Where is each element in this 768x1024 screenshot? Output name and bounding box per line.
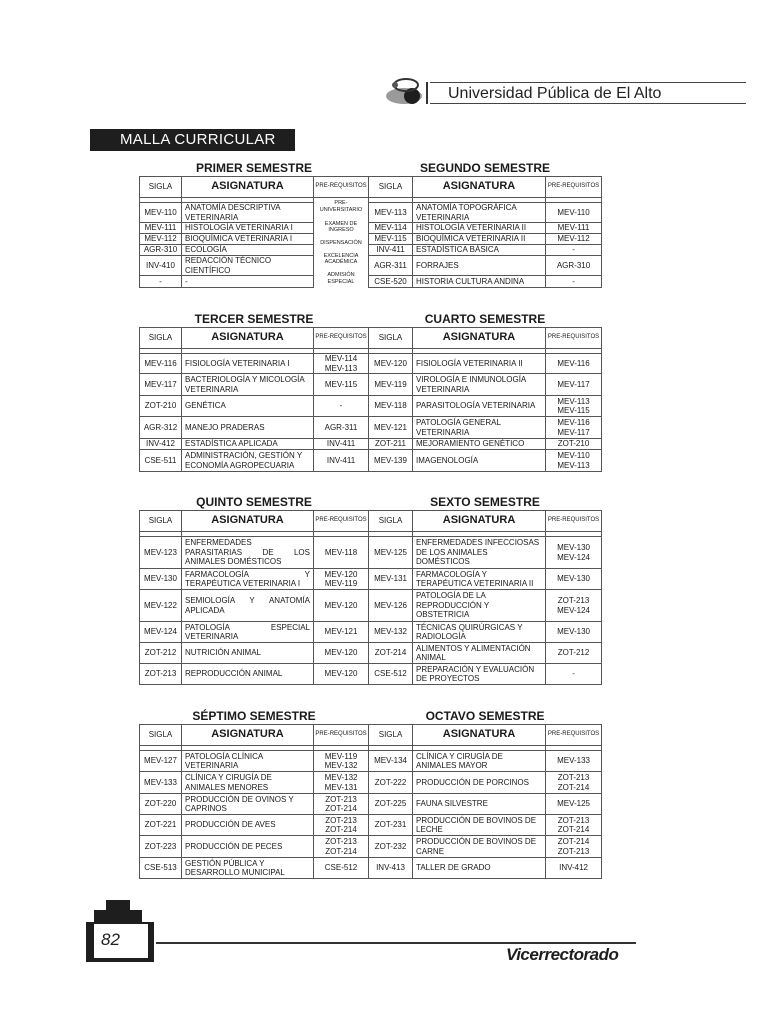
course-code: ZOT-232 xyxy=(369,836,413,858)
course-prereq: AGR-311 xyxy=(314,417,369,439)
footer-rule xyxy=(156,942,636,944)
col-prerequisitos: PRE-REQUISITOS xyxy=(314,177,369,198)
table-row xyxy=(140,858,602,879)
course-prereq: MEV-120 xyxy=(314,664,369,685)
header-rule xyxy=(430,82,746,83)
course-prereq: MEV-116 MEV-117 xyxy=(546,417,602,439)
course-name: SEMIOLOGÍA Y ANATOMÍA APLICADA xyxy=(182,590,314,622)
course-code: CSE-520 xyxy=(369,276,413,288)
col-asignatura: ASIGNATURA xyxy=(182,177,314,198)
course-name: PRODUCCIÓN DE AVES xyxy=(182,815,314,836)
course-name: ANATOMÍA TOPOGRÁFICA VETERINARIA xyxy=(413,203,546,223)
course-code: MEV-131 xyxy=(369,569,413,590)
course-prereq: MEV-132 MEV-131 xyxy=(314,772,369,794)
course-code: MEV-115 xyxy=(369,234,413,245)
page-number: 82 xyxy=(101,930,120,949)
table-row xyxy=(140,450,602,472)
course-name: ENFERMEDADES INFECCIOSAS DE LOS ANIMALES DOMÉSTICOS xyxy=(413,537,546,569)
course-code: MEV-113 xyxy=(369,203,413,223)
course-prereq: ZOT-213 ZOT-214 xyxy=(546,815,602,836)
col-prerequisitos: PRE-REQUISITOS xyxy=(314,328,369,349)
course-prereq: MEV-119 MEV-132 xyxy=(314,751,369,772)
course-prereq: ZOT-210 xyxy=(546,439,602,450)
course-prereq: MEV-113 MEV-115 xyxy=(546,396,602,417)
course-code: CSE-512 xyxy=(369,664,413,685)
course-code: ZOT-214 xyxy=(369,643,413,664)
course-name: NUTRICIÓN ANIMAL xyxy=(182,643,314,664)
vicerrectorado-logo: Vicerrectorado xyxy=(506,945,619,964)
course-code: MEV-119 xyxy=(369,374,413,396)
course-code: MEV-111 xyxy=(140,223,182,234)
course-prereq: - xyxy=(546,276,602,288)
course-name: MEJORAMIENTO GENÉTICO xyxy=(413,439,546,450)
course-code: MEV-130 xyxy=(140,569,182,590)
course-prereq: MEV-120 xyxy=(314,643,369,664)
table-row xyxy=(140,203,602,223)
course-prereq: ZOT-212 xyxy=(546,643,602,664)
course-prereq: MEV-118 xyxy=(314,537,369,569)
course-prereq: MEV-120 MEV-119 xyxy=(314,569,369,590)
course-code: INV-410 xyxy=(140,256,182,276)
col-prerequisitos: PRE-REQUISITOS xyxy=(546,177,602,198)
table-row xyxy=(140,276,602,288)
course-name: FORRAJES xyxy=(413,256,546,276)
course-code: MEV-116 xyxy=(140,354,182,374)
course-code: ZOT-231 xyxy=(369,815,413,836)
course-code: ZOT-225 xyxy=(369,794,413,815)
header-rule xyxy=(430,103,746,104)
col-prerequisitos: PRE-REQUISITOS xyxy=(546,725,602,746)
course-code: MEV-118 xyxy=(369,396,413,417)
course-name: HISTOLOGÍA VETERINARIA I xyxy=(182,223,314,234)
course-code: MEV-125 xyxy=(369,537,413,569)
table-row xyxy=(140,234,602,245)
course-name: PRODUCCIÓN DE PECES xyxy=(182,836,314,858)
course-name: ECOLOGÍA xyxy=(182,245,314,256)
course-code: MEV-120 xyxy=(369,354,413,374)
course-code: MEV-117 xyxy=(140,374,182,396)
course-code: MEV-122 xyxy=(140,590,182,622)
course-code: INV-413 xyxy=(369,858,413,879)
col-asignatura: ASIGNATURA xyxy=(413,328,546,349)
admission-note: EXAMEN DE INGRESO xyxy=(324,220,358,233)
course-code: MEV-110 xyxy=(140,203,182,223)
course-code: - xyxy=(140,276,182,288)
course-name: BACTERIOLOGÍA Y MICOLOGÍA VETERINARIA xyxy=(182,374,314,396)
course-name: HISTOLOGÍA VETERINARIA II xyxy=(413,223,546,234)
course-prereq: MEV-112 xyxy=(546,234,602,245)
course-name: GESTIÓN PÚBLICA Y DESARROLLO MUNICIPAL xyxy=(182,858,314,879)
course-prereq: MEV-130 xyxy=(546,622,602,643)
table-row xyxy=(140,772,602,794)
semester-table-1-2 xyxy=(139,159,602,288)
course-code: ZOT-220 xyxy=(140,794,182,815)
table-row xyxy=(140,417,602,439)
course-prereq: MEV-115 xyxy=(314,374,369,396)
course-code: MEV-124 xyxy=(140,622,182,643)
semester-title: SEGUNDO SEMESTRE xyxy=(369,159,602,177)
table-row xyxy=(140,396,602,417)
course-name: ESTADÍSTICA APLICADA xyxy=(182,439,314,450)
course-name: HISTORIA CULTURA ANDINA xyxy=(413,276,546,288)
course-name: ANATOMÍA DESCRIPTIVA VETERINARIA xyxy=(182,203,314,223)
semester-title: PRIMER SEMESTRE xyxy=(140,159,369,177)
course-name: ADMINISTRACIÓN, GESTIÓN Y ECONOMÍA AGROPECUARIA xyxy=(182,450,314,472)
course-prereq: MEV-117 xyxy=(546,374,602,396)
semester-title: TERCER SEMESTRE xyxy=(140,310,369,328)
course-prereq: MEV-110 xyxy=(546,203,602,223)
course-code: ZOT-210 xyxy=(140,396,182,417)
course-code: INV-412 xyxy=(140,439,182,450)
admission-note: EXCELENCIA ACADÉMICA xyxy=(323,252,359,265)
table-row xyxy=(140,374,602,396)
course-code: MEV-133 xyxy=(140,772,182,794)
course-prereq: - xyxy=(314,396,369,417)
table-row xyxy=(140,537,602,569)
course-prereq: ZOT-213 ZOT-214 xyxy=(314,794,369,815)
course-code: MEV-134 xyxy=(369,751,413,772)
course-name: MANEJO PRADERAS xyxy=(182,417,314,439)
course-name: ALIMENTOS Y ALIMENTACIÓN ANIMAL xyxy=(413,643,546,664)
course-name: GENÉTICA xyxy=(182,396,314,417)
col-prerequisitos: PRE-REQUISITOS xyxy=(314,511,369,532)
semester-title: QUINTO SEMESTRE xyxy=(140,493,369,511)
semester-title: CUARTO SEMESTRE xyxy=(369,310,602,328)
course-prereq: ZOT-214 ZOT-213 xyxy=(546,836,602,858)
course-code: AGR-310 xyxy=(140,245,182,256)
table-row xyxy=(140,439,602,450)
course-prereq: MEV-120 xyxy=(314,590,369,622)
course-code: MEV-126 xyxy=(369,590,413,622)
col-asignatura: ASIGNATURA xyxy=(413,511,546,532)
course-code: MEV-127 xyxy=(140,751,182,772)
semester-table-5-6 xyxy=(139,493,602,685)
course-name: PATOLOGÍA GENERAL VETERINARIA xyxy=(413,417,546,439)
course-prereq: MEV-133 xyxy=(546,751,602,772)
course-prereq: MEV-110 MEV-113 xyxy=(546,450,602,472)
section-label: MALLA CURRICULAR xyxy=(90,129,295,151)
course-code: CSE-511 xyxy=(140,450,182,472)
table-row xyxy=(140,643,602,664)
course-name: REDACCIÓN TÉCNICO CIENTÍFICO xyxy=(182,256,314,276)
table-row xyxy=(140,590,602,622)
col-sigla: SIGLA xyxy=(369,177,413,198)
course-name: ESTADÍSTICA BÁSICA xyxy=(413,245,546,256)
course-name: TALLER DE GRADO xyxy=(413,858,546,879)
table-row xyxy=(140,223,602,234)
course-code: AGR-312 xyxy=(140,417,182,439)
course-prereq: MEV-111 xyxy=(546,223,602,234)
course-name: PRODUCCIÓN DE OVINOS Y CAPRINOS xyxy=(182,794,314,815)
col-sigla: SIGLA xyxy=(369,725,413,746)
col-asignatura: ASIGNATURA xyxy=(413,177,546,198)
admission-note: DISPENSACIÓN xyxy=(320,239,362,246)
course-name: CLÍNICA Y CIRUGÍA DE ANIMALES MENORES xyxy=(182,772,314,794)
course-name: BIOQUÍMICA VETERINARIA II xyxy=(413,234,546,245)
course-code: ZOT-222 xyxy=(369,772,413,794)
university-logo-icon xyxy=(382,74,432,108)
col-sigla: SIGLA xyxy=(140,725,182,746)
course-name: FAUNA SILVESTRE xyxy=(413,794,546,815)
course-code: CSE-513 xyxy=(140,858,182,879)
course-name: TÉCNICAS QUIRÚRGICAS Y RADIOLOGÍA xyxy=(413,622,546,643)
semester-table-3-4 xyxy=(139,310,602,472)
course-name: REPRODUCCIÓN ANIMAL xyxy=(182,664,314,685)
course-name: FARMACOLOGÍA Y TERAPÉUTICA VETERINARIA I xyxy=(182,569,314,590)
header-divider xyxy=(426,82,428,104)
course-code: ZOT-223 xyxy=(140,836,182,858)
col-sigla: SIGLA xyxy=(140,511,182,532)
col-prerequisitos: PRE-REQUISITOS xyxy=(546,328,602,349)
col-prerequisitos: PRE-REQUISITOS xyxy=(546,511,602,532)
table-row xyxy=(140,569,602,590)
course-prereq: MEV-125 xyxy=(546,794,602,815)
semester-title: SEXTO SEMESTRE xyxy=(369,493,602,511)
course-prereq: ZOT-213 MEV-124 xyxy=(546,590,602,622)
col-asignatura: ASIGNATURA xyxy=(182,328,314,349)
course-code: MEV-114 xyxy=(369,223,413,234)
course-code: INV-411 xyxy=(369,245,413,256)
course-code: ZOT-213 xyxy=(140,664,182,685)
table-row xyxy=(140,256,602,276)
page-header xyxy=(378,70,748,110)
course-prereq: ZOT-213 ZOT-214 xyxy=(314,836,369,858)
course-prereq: AGR-310 xyxy=(546,256,602,276)
course-prereq: MEV-130 xyxy=(546,569,602,590)
course-code: MEV-123 xyxy=(140,537,182,569)
col-prerequisitos: PRE-REQUISITOS xyxy=(314,725,369,746)
semester-title: OCTAVO SEMESTRE xyxy=(369,707,602,725)
course-prereq: MEV-116 xyxy=(546,354,602,374)
table-row xyxy=(140,664,602,685)
course-prereq: INV-411 xyxy=(314,450,369,472)
course-name: PATOLOGÍA ESPECIAL VETERINARIA xyxy=(182,622,314,643)
course-prereq: CSE-512 xyxy=(314,858,369,879)
course-prereq: MEV-121 xyxy=(314,622,369,643)
table-row xyxy=(140,815,602,836)
col-sigla: SIGLA xyxy=(140,177,182,198)
course-prereq: ZOT-213 ZOT-214 xyxy=(546,772,602,794)
course-code: MEV-139 xyxy=(369,450,413,472)
course-code: MEV-132 xyxy=(369,622,413,643)
course-prereq: INV-412 xyxy=(546,858,602,879)
course-prereq: MEV-114 MEV-113 xyxy=(314,354,369,374)
course-code: ZOT-211 xyxy=(369,439,413,450)
course-name: FISIOLOGÍA VETERINARIA I xyxy=(182,354,314,374)
table-row xyxy=(140,354,602,374)
col-asignatura: ASIGNATURA xyxy=(413,725,546,746)
course-prereq: MEV-130 MEV-124 xyxy=(546,537,602,569)
course-code: MEV-112 xyxy=(140,234,182,245)
course-name: PRODUCCIÓN DE BOVINOS DE CARNE xyxy=(413,836,546,858)
table-row xyxy=(140,622,602,643)
course-prereq: - xyxy=(546,664,602,685)
semester-table-7-8 xyxy=(139,707,602,879)
course-name: PREPARACIÓN Y EVALUACIÓN DE PROYECTOS xyxy=(413,664,546,685)
table-row xyxy=(140,245,602,256)
table-row xyxy=(140,751,602,772)
course-code: AGR-311 xyxy=(369,256,413,276)
course-prereq: INV-411 xyxy=(314,439,369,450)
course-name: CLÍNICA Y CIRUGÍA DE ANIMALES MAYOR xyxy=(413,751,546,772)
university-name: Universidad Pública de El Alto xyxy=(448,85,662,102)
course-prereq: ZOT-213 ZOT-214 xyxy=(314,815,369,836)
course-name: IMAGENOLOGÍA xyxy=(413,450,546,472)
col-sigla: SIGLA xyxy=(369,328,413,349)
course-name: PARASITOLOGÍA VETERINARIA xyxy=(413,396,546,417)
course-name: BIOQUÍMICA VETERINARIA I xyxy=(182,234,314,245)
col-asignatura: ASIGNATURA xyxy=(182,725,314,746)
footer-emblem xyxy=(86,900,156,962)
course-name: - xyxy=(182,276,314,288)
table-row xyxy=(140,836,602,858)
course-name: PRODUCCIÓN DE BOVINOS DE LECHE xyxy=(413,815,546,836)
semester-title: SÉPTIMO SEMESTRE xyxy=(140,707,369,725)
course-code: ZOT-221 xyxy=(140,815,182,836)
col-sigla: SIGLA xyxy=(369,511,413,532)
col-asignatura: ASIGNATURA xyxy=(182,511,314,532)
table-row xyxy=(140,794,602,815)
admission-note: PRE-UNIVERSITARIO xyxy=(319,199,363,213)
admission-note: ADMISIÓN ESPECIAL xyxy=(327,271,355,285)
col-sigla: SIGLA xyxy=(140,328,182,349)
course-name: ENFERMEDADES PARASITARIAS DE LOS ANIMALES DOMÉSTICOS xyxy=(182,537,314,569)
course-code: ZOT-212 xyxy=(140,643,182,664)
course-name: FARMACOLOGÍA Y TERAPÉUTICA VETERINARIA II xyxy=(413,569,546,590)
course-code: MEV-121 xyxy=(369,417,413,439)
course-name: PATOLOGÍA CLÍNICA VETERINARIA xyxy=(182,751,314,772)
course-name: FISIOLOGÍA VETERINARIA II xyxy=(413,354,546,374)
course-name: PATOLOGÍA DE LA REPRODUCCIÓN Y OBSTETRICIA xyxy=(413,590,546,622)
course-name: VIROLOGÍA E INMUNOLOGÍA VETERINARIA xyxy=(413,374,546,396)
course-name: PRODUCCIÓN DE PORCINOS xyxy=(413,772,546,794)
course-prereq: - xyxy=(546,245,602,256)
